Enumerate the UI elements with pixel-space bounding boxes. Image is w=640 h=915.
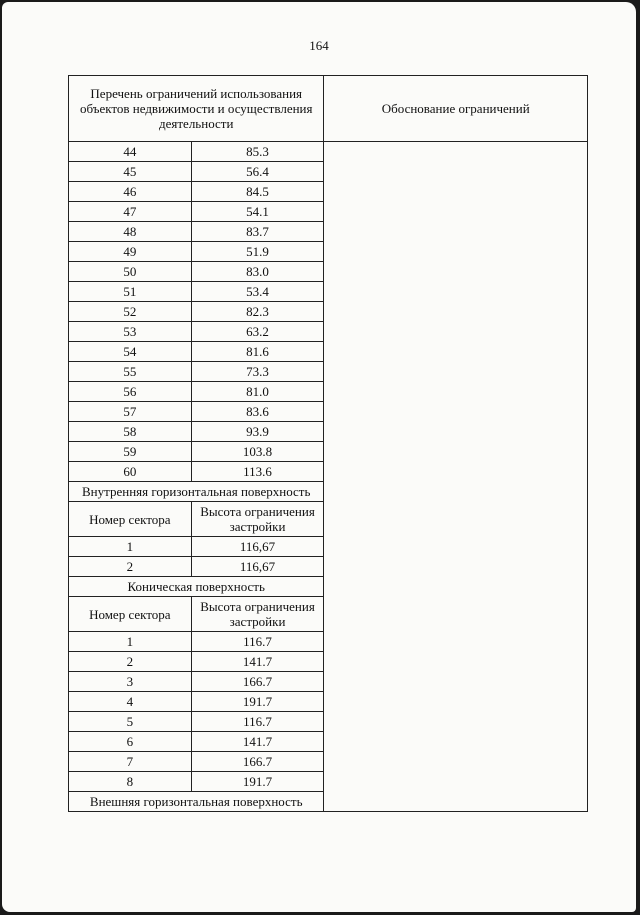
sector-cell: 56 — [69, 382, 192, 402]
value-cell: 83.7 — [191, 222, 324, 242]
sector-cell: 1 — [69, 537, 192, 557]
sub-header-sector: Номер сектора — [69, 502, 192, 537]
value-cell: 116.7 — [191, 712, 324, 732]
value-cell: 141.7 — [191, 652, 324, 672]
value-cell: 116,67 — [191, 557, 324, 577]
document-page — [2, 2, 636, 912]
value-cell: 53.4 — [191, 282, 324, 302]
sub-header-height: Высота ограничения застройки — [191, 502, 324, 537]
sector-cell: 54 — [69, 342, 192, 362]
section-outer-horizontal-label: Внешняя горизонтальная поверхность — [69, 792, 324, 812]
sector-cell: 55 — [69, 362, 192, 382]
sector-cell: 6 — [69, 732, 192, 752]
sector-cell: 1 — [69, 632, 192, 652]
value-cell: 85.3 — [191, 142, 324, 162]
value-cell: 84.5 — [191, 182, 324, 202]
table-row — [69, 142, 588, 162]
value-cell: 51.9 — [191, 242, 324, 262]
value-cell: 63.2 — [191, 322, 324, 342]
sector-cell: 49 — [69, 242, 192, 262]
section-conical-label: Коническая поверхность — [69, 577, 324, 597]
sector-cell: 53 — [69, 322, 192, 342]
value-cell: 83.0 — [191, 262, 324, 282]
value-cell: 113.6 — [191, 462, 324, 482]
sector-cell: 50 — [69, 262, 192, 282]
value-cell: 191.7 — [191, 692, 324, 712]
value-cell: 73.3 — [191, 362, 324, 382]
section-inner-horizontal-label: Внутренняя горизонтальная поверхность — [69, 482, 324, 502]
sector-cell: 5 — [69, 712, 192, 732]
sector-cell: 4 — [69, 692, 192, 712]
value-cell: 93.9 — [191, 422, 324, 442]
sub-header-sector: Номер сектора — [69, 597, 192, 632]
value-cell: 103.8 — [191, 442, 324, 462]
sector-cell: 60 — [69, 462, 192, 482]
value-cell: 56.4 — [191, 162, 324, 182]
sector-cell: 3 — [69, 672, 192, 692]
header-justification: Обоснование ограничений — [324, 76, 588, 142]
sector-cell: 57 — [69, 402, 192, 422]
justification-cell — [324, 142, 588, 812]
value-cell: 54.1 — [191, 202, 324, 222]
value-cell: 81.0 — [191, 382, 324, 402]
value-cell: 166.7 — [191, 672, 324, 692]
sector-cell: 44 — [69, 142, 192, 162]
value-cell: 141.7 — [191, 732, 324, 752]
value-cell: 116.7 — [191, 632, 324, 652]
sector-cell: 51 — [69, 282, 192, 302]
sector-cell: 46 — [69, 182, 192, 202]
value-cell: 191.7 — [191, 772, 324, 792]
value-cell: 166.7 — [191, 752, 324, 772]
sector-cell: 52 — [69, 302, 192, 322]
sector-cell: 48 — [69, 222, 192, 242]
table-header-row — [69, 76, 588, 142]
sector-cell: 58 — [69, 422, 192, 442]
sector-cell: 2 — [69, 557, 192, 577]
sector-cell: 59 — [69, 442, 192, 462]
value-cell: 81.6 — [191, 342, 324, 362]
value-cell: 116,67 — [191, 537, 324, 557]
sub-header-height: Высота ограничения застройки — [191, 597, 324, 632]
restrictions-table — [68, 75, 588, 812]
sector-cell: 2 — [69, 652, 192, 672]
sector-cell: 47 — [69, 202, 192, 222]
sector-cell: 7 — [69, 752, 192, 772]
page-number: 164 — [309, 38, 329, 53]
value-cell: 82.3 — [191, 302, 324, 322]
header-restrictions-list: Перечень ограничений использования объектов недвижимости и осуществления деятельности — [69, 76, 324, 142]
value-cell: 83.6 — [191, 402, 324, 422]
sector-cell: 8 — [69, 772, 192, 792]
sector-cell: 45 — [69, 162, 192, 182]
